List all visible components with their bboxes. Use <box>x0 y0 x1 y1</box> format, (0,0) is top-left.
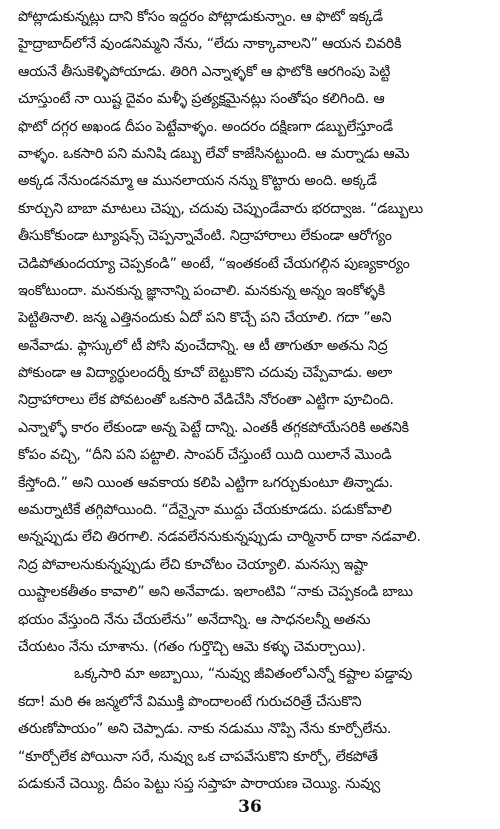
text-line: హైద్రాబాద్‌లోనే వుండనిమ్మని నేను, “లేదు నాక్కావాలని” ఆయన చివరికి <box>18 36 402 53</box>
text-line: “కూర్చోలేక పోయినా సరే, నువ్వు ఒక చాపవేసుకొని కూర్చో, లేకపోతే <box>18 748 378 765</box>
text-line: వాళ్ళం. ఒకసారి పని మనిషి డబ్బు లేవో కాజేసినట్టుంది. ఆ మర్నాడు ఆమె <box>18 145 410 162</box>
text-line: అక్కడ నేనుండనమ్మా ఆ మునలాయన నన్ను కొట్టారు అంది. అక్కడే <box>18 173 377 190</box>
text-line: ఆయనే తీసుకెళ్ళిపోయాడు. తిరిగి ఎన్నాళ్ళకో ఆ ఫొటోకి ఆరగింపు పెట్టి <box>18 63 391 80</box>
text-line: పోకుండా ఆ విద్యార్థులందర్నీ కూచో బెట్టుకొని చదువు చెప్పేవాడు. అలా <box>18 365 393 382</box>
text-line: యిష్టాలకతీతం కావాలి” అని అనేవాడు. ఇలాంటివి “నాకు చెప్పకండి బాబు <box>18 584 413 601</box>
book-page-text <box>18 4 484 798</box>
text-line: నిద్రాహారాలు లేక పోవటంతో ఒకసారి వేడిచేసి నోరంతా ఎట్టిగా పూచింది. <box>18 392 394 409</box>
text-line: తీసుకోకుండా ట్యూషన్స్ చెప్పన్నావేంటి. నిద్రాహారాలు లేకుండా ఆరోగ్యం <box>18 228 392 245</box>
text-line: ఫొటో దగ్గర అఖండ దీపం పెట్టేవాళ్ళం. అందరం దక్షిణగా డబ్బులేస్తూండే <box>18 118 393 135</box>
text-line: చేయటం నేను చూశాను. (గతం గుర్తొచ్చి ఆమె కళ్ళు చెమర్చాయి). <box>18 638 366 655</box>
text-line: పోట్లాడుకున్నట్లు దాని కోసం ఇద్దరం పోట్లాడుకున్నాం. ఆ ఫొటో ఇక్కడే <box>18 9 383 25</box>
text-line: కదా! మరి ఈ జన్మలోనే విముక్తి పొందాలంటే గురుచరిత్రే చేసుకొని <box>18 693 362 710</box>
text-line: కోపం వచ్చి, “దీని పని పట్టాలి. సాంపర్ చేస్తుంటే యిది యిలానే మొండి <box>18 447 392 464</box>
text-line: చెడిపోతుందయ్యా చెప్పకండి” అంటే, “ఇంతకంటే చేయగల్గిన పుణ్యకార్యం <box>18 255 410 272</box>
text-line: కూర్చుని బాబా మాటలు చెప్పు, చదువు చెప్పుండేవారు భరద్వాజ. “డబ్బులు <box>18 200 423 217</box>
text-line: ఎన్నాళ్ళో కారం లేకుండా అన్న పెట్టే దాన్ని. ఎంతకీ తగ్గకపోయేసరికి అతనికి <box>18 419 409 436</box>
text-line: నిద్ర పోవాలనుకున్నప్పుడు లేచి కూచోటం చెయ్యాలి. మనస్సు ఇష్టా <box>18 556 368 573</box>
text-line: అనేవాడు. ఫ్లాస్కులో టీ పోసి వుంచేదాన్ని. ఆ టీ తాగుతూ అతను నిద్ర <box>18 337 388 354</box>
page-number: 36 <box>238 797 262 817</box>
text-line: తరుణోపాయం” అని చెప్పాడు. నాకు నడుము నొప్పి నేను కూర్చోలేను. <box>18 721 392 738</box>
paragraph-start-line: ఒక్కసారి మా అబ్బాయి, “నువ్వు జీవితంలోఎన్నో కష్టాల పడ్డావు <box>74 666 413 683</box>
text-line: ఇంకోటుందా. మనకున్న జ్ఞానాన్ని పంచాలి. మనకున్న అన్నం ఇంకోళ్ళకి <box>18 282 385 299</box>
text-line: అమర్నాటికే తగ్గిపోయింది. “దేన్నైనా ముద్దు చేయకూడదు. పడుకోవాలి <box>18 502 392 519</box>
text-line: చూస్తుంటే నా యిష్ట దైవం మళ్ళీ ప్రత్యక్షమైనట్లు సంతోషం కలిగింది. ఆ <box>18 91 385 108</box>
text-line: పడుకునే చెయ్యి. దీపం పెట్టు సప్త సప్తాహ పారాయణ చెయ్యి. నువ్వు <box>18 775 381 792</box>
text-line: అన్నప్పుడు లేచి తిరగాలి. నడవలేననుకున్నప్పుడు చార్మినార్ దాకా నడవాలి. <box>18 529 421 546</box>
text-line: కేస్తోంది.” అని యింత ఆవకాయ కలిపి ఎట్టిగా ఒగర్చుకుంటూ తిన్నాడు. <box>18 474 394 491</box>
text-line: పెట్టితినాలి. జన్మ ఎత్తినందుకు ఏదో పని కొచ్చే పని చేయాలి. గదా ”అని <box>18 310 392 327</box>
text-line: భయం వేస్తుంది నేను చేయలేను” అనేదాన్ని. ఆ సాధనలన్నీ అతను <box>18 611 371 628</box>
